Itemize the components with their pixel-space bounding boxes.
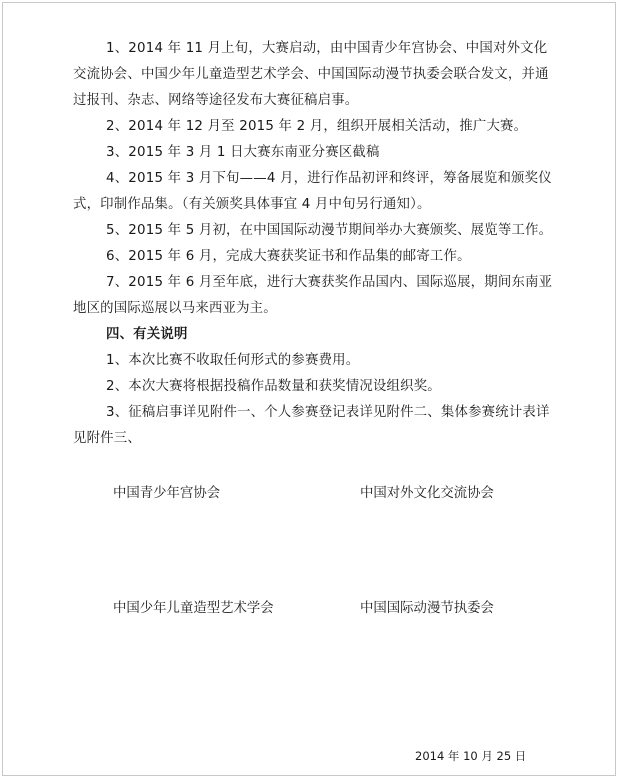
note-item-2: 2、本次大赛将根据投稿作品数量和获奖情况设组织奖。 [106,379,441,394]
organizer-youth-palace: 中国青少年宫协会 [113,486,221,501]
schedule-item-4: 4、2015 年 3 月下旬——4 月，进行作品初评和终评，筹备展览和颁奖仪式，印制作品集。（有关颁奖具体事宜 4 月中旬另行通知）。 [73,171,552,212]
schedule-item-7: 7、2015 年 6 月至年底，进行大赛获奖作品国内、国际巡展，期间东南亚地区的国际巡展以马来西亚为主。 [73,275,553,316]
schedule-item-3: 3、2015 年 3 月 1 日大赛东南亚分赛区截稿 [106,145,380,160]
section-heading: 四、有关说明 [106,327,188,342]
document-date: 2014 年 10 月 25 日 [415,749,527,763]
document-page [2,2,616,776]
schedule-item-5: 5、2015 年 5 月初，在中国国际动漫节期间举办大赛颁奖、展览等工作。 [106,223,553,238]
schedule-item-2: 2、2014 年 12 月至 2015 年 2 月，组织开展相关活动，推广大赛。 [106,119,528,134]
note-item-3: 3、征稿启事详见附件一、个人参赛登记表详见附件二、集体参赛统计表详见附件三、 [73,405,550,446]
schedule-item-1: 1、2014 年 11 月上旬，大赛启动，由中国青少年宫协会、中国对外文化交流协会、中国少年儿童造型艺术学会、中国国际动漫节执委会联合发文，并通过报刊、杂志、网络等途径发布大赛征稿启事。 [73,41,549,108]
note-item-1: 1、本次比赛不收取任何形式的参赛费用。 [106,353,360,368]
organizer-cultural-exchange: 中国对外文化交流协会 [360,486,494,501]
organizer-animation-festival: 中国国际动漫节执委会 [360,601,494,616]
schedule-item-6: 6、2015 年 6 月，完成大赛获奖证书和作品集的邮寄工作。 [106,249,471,264]
organizer-children-art: 中国少年儿童造型艺术学会 [113,601,274,616]
